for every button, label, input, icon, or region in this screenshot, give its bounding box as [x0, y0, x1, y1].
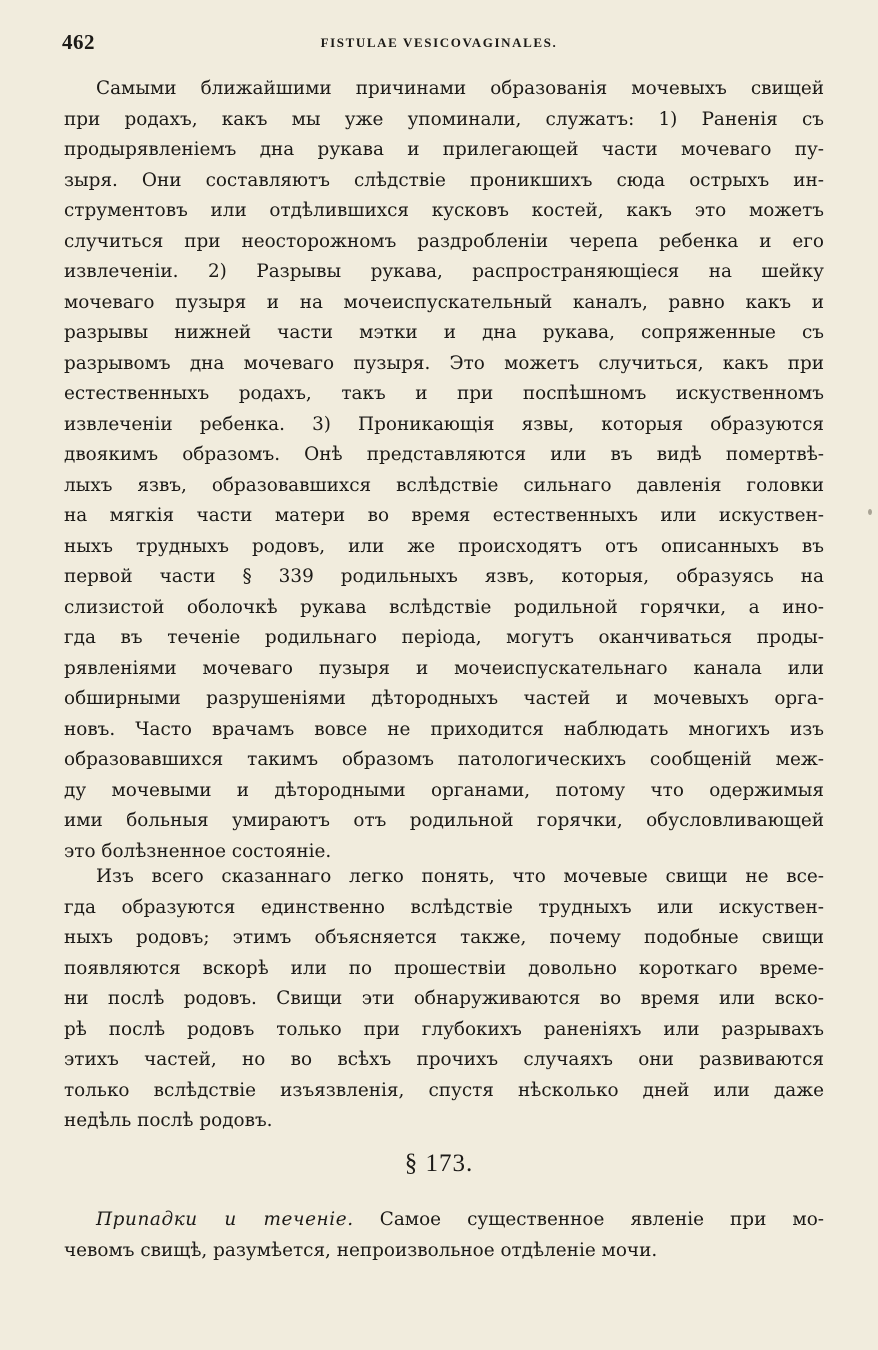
paragraph-symptoms	[64, 1205, 824, 1266]
text-line: случиться при неосторожномъ раздробленіи черепа ребенка и его	[64, 230, 824, 252]
text-line: рѣ послѣ родовъ только при глубокихъ раненіяхъ или разрывахъ	[64, 1018, 824, 1040]
text-line: струментовъ или отдѣлившихся кусковъ костей, какъ это можетъ	[64, 200, 824, 221]
text-line	[64, 1205, 824, 1236]
text-line: ныхъ родовъ; этимъ объясняется также, почему подобные свищи	[64, 927, 824, 948]
text-line: только вслѣдствіе изъязвленія, спустя нѣсколько дней или даже	[64, 1079, 824, 1101]
text-fragment: Самое существенное явленіе при мо-	[353, 1209, 824, 1230]
text-line: Самыми ближайшими причинами образованія мочевыхъ свищей	[96, 78, 824, 99]
text-line: мочеваго пузыря и на мочеиспускательный каналъ, равно какъ и	[64, 291, 824, 313]
text-line: ни послѣ родовъ. Свищи эти обнаруживаются во время или вско-	[64, 988, 824, 1009]
text-line: извлеченіи ребенка. 3) Проникающія язвы, которыя образуются	[64, 413, 824, 435]
text-line: первой части § 339 родильныхъ язвъ, которыя, образуясь на	[64, 566, 824, 587]
paragraph-timing	[64, 862, 824, 1137]
text-line: естественныхъ родахъ, такъ и при поспѣшномъ искуственномъ	[64, 383, 824, 404]
text-line: лыхъ язвъ, образовавшихся вслѣдствіе сильнаго давленія головки	[64, 474, 824, 496]
text-line: зыря. Они составляютъ слѣдствіе проникшихъ сюда острыхъ ин-	[64, 169, 824, 191]
text-line: слизистой оболочкѣ рукава вслѣдствіе родильной горячки, а ино-	[64, 596, 824, 618]
text-line: этихъ частей, но во всѣхъ прочихъ случаяхъ они развиваются	[64, 1049, 824, 1070]
text-line: рявленіями мочеваго пузыря и мочеиспускательнаго канала или	[64, 657, 824, 679]
paragraph-causes	[64, 74, 824, 867]
text-line: ныхъ трудныхъ родовъ, или же происходятъ отъ описанныхъ въ	[64, 535, 824, 557]
page-number: 462	[62, 30, 95, 54]
text-line: гда въ теченіе родильнаго періода, могутъ оканчиваться проды-	[64, 627, 824, 648]
text-line: при родахъ, какъ мы уже упоминали, служатъ: 1) Раненія съ	[64, 108, 824, 130]
running-title: FISTULAE VESICOVAGINALES.	[320, 35, 558, 50]
text-line: извлеченіи. 2) Разрывы рукава, распространяющіеся на шейку	[64, 261, 824, 282]
paper-speck	[868, 509, 872, 515]
italic-lead-phrase: Припадки и теченіе.	[96, 1209, 354, 1230]
text-line: продырявленіемъ дна рукава и прилегающей части мочеваго пу-	[64, 139, 824, 160]
text-line: образовавшихся такимъ образомъ патологическихъ сообщеній меж-	[64, 749, 824, 770]
text-line: новъ. Часто врачамъ вовсе не приходится наблюдать многихъ изъ	[64, 718, 824, 740]
text-line: чевомъ свищѣ, разумѣется, непроизвольное отдѣленіе мочи.	[64, 1239, 658, 1261]
text-line: разрывы нижней части мэтки и дна рукава, сопряженные съ	[64, 322, 824, 343]
text-line: разрывомъ дна мочеваго пузыря. Это можетъ случиться, какъ при	[64, 352, 824, 374]
text-line: недѣль послѣ родовъ.	[64, 1110, 273, 1131]
text-line: это болѣзненное состояніе.	[64, 840, 332, 862]
text-line: двоякимъ образомъ. Онѣ представляются или въ видѣ помертвѣ-	[64, 444, 824, 465]
text-line: на мягкія части матери во время естественныхъ или искуствен-	[64, 505, 824, 526]
section-heading: § 173.	[404, 1150, 474, 1177]
text-line: гда образуются единственно вслѣдствіе трудныхъ или искуствен-	[64, 896, 824, 918]
text-line: Изъ всего сказаннаго легко понять, что мочевые свищи не все-	[96, 866, 824, 887]
text-line: появляются вскорѣ или по прошествіи довольно короткаго време-	[64, 957, 824, 979]
text-line: ими больныя умираютъ отъ родильной горячки, обусловливающей	[64, 810, 824, 831]
text-line: ду мочевыми и дѣтородными органами, потому что одержимыя	[64, 779, 824, 801]
text-line: обширными разрушеніями дѣтородныхъ частей и мочевыхъ орга-	[64, 688, 824, 709]
